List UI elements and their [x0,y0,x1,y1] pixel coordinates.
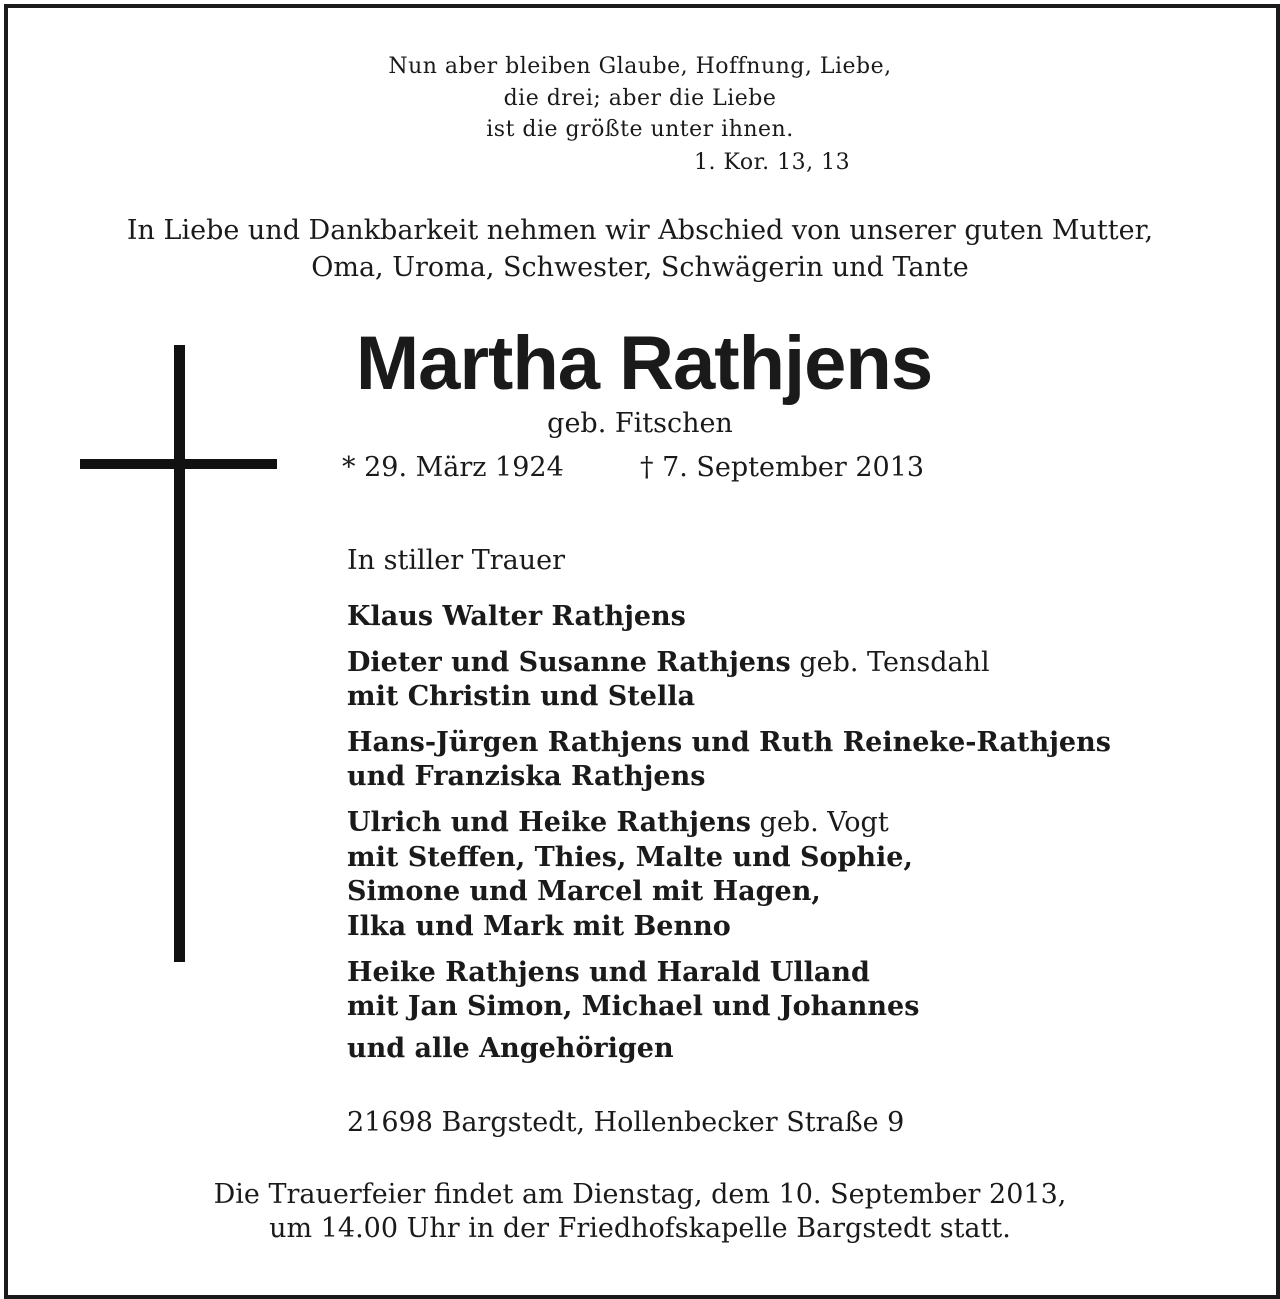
birth-date: * 29. März 1924 [342,452,564,483]
mourner-line: Hans-Jürgen Rathjens und Ruth Reineke-Rathjens [347,727,1111,758]
verse-line-1: Nun aber bleiben Glaube, Hoffnung, Liebe, [388,54,892,79]
intro-line-2: Oma, Uroma, Schwester, Schwägerin und Tante [311,252,969,283]
verse-line-2: die drei; aber die Liebe [503,86,777,111]
mourner-line: mit Christin und Stella [347,681,695,712]
mourner-line: und Franziska Rathjens [347,761,706,792]
mourner-name: Ulrich und Heike Rathjens [347,807,751,838]
mourners-heading: In stiller Trauer [347,545,566,576]
funeral-line-1: Die Trauerfeier findet am Dienstag, dem 10. September 2013, [213,1179,1067,1210]
mourner-line: Klaus Walter Rathjens [347,601,686,632]
mourner-maiden-name: geb. Tensdahl [790,647,990,678]
address: 21698 Bargstedt, Hollenbecker Straße 9 [347,1107,905,1138]
mourner-line: Ilka und Mark mit Benno [347,911,731,942]
mourner-line: mit Steffen, Thies, Malte und Sophie, [347,842,913,873]
maiden-name: geb. Fitschen [547,408,733,439]
funeral-line-2: um 14.00 Uhr in der Friedhofskapelle Bargstedt statt. [269,1213,1011,1244]
mourner-line: Heike Rathjens und Harald Ulland [347,957,870,988]
mourner-maiden-name: geb. Vogt [750,807,889,838]
verse-line-3: ist die größte unter ihnen. [486,117,794,142]
mourner-line: Simone und Marcel mit Hagen, [347,876,821,907]
verse-reference: 1. Kor. 13, 13 [694,150,851,175]
mourner-line [347,647,990,678]
cross-icon-bar [80,459,277,469]
mourner-line: und alle Angehörigen [347,1033,674,1064]
mourner-name: Dieter und Susanne Rathjens [347,647,791,678]
mourner-line: mit Jan Simon, Michael und Johannes [347,991,920,1022]
deceased-name: Martha Rathjens [355,321,933,406]
mourner-line [347,807,889,838]
intro-line-1: In Liebe und Dankbarkeit nehmen wir Abschied von unserer guten Mutter, [126,215,1154,246]
death-date: † 7. September 2013 [640,452,925,483]
